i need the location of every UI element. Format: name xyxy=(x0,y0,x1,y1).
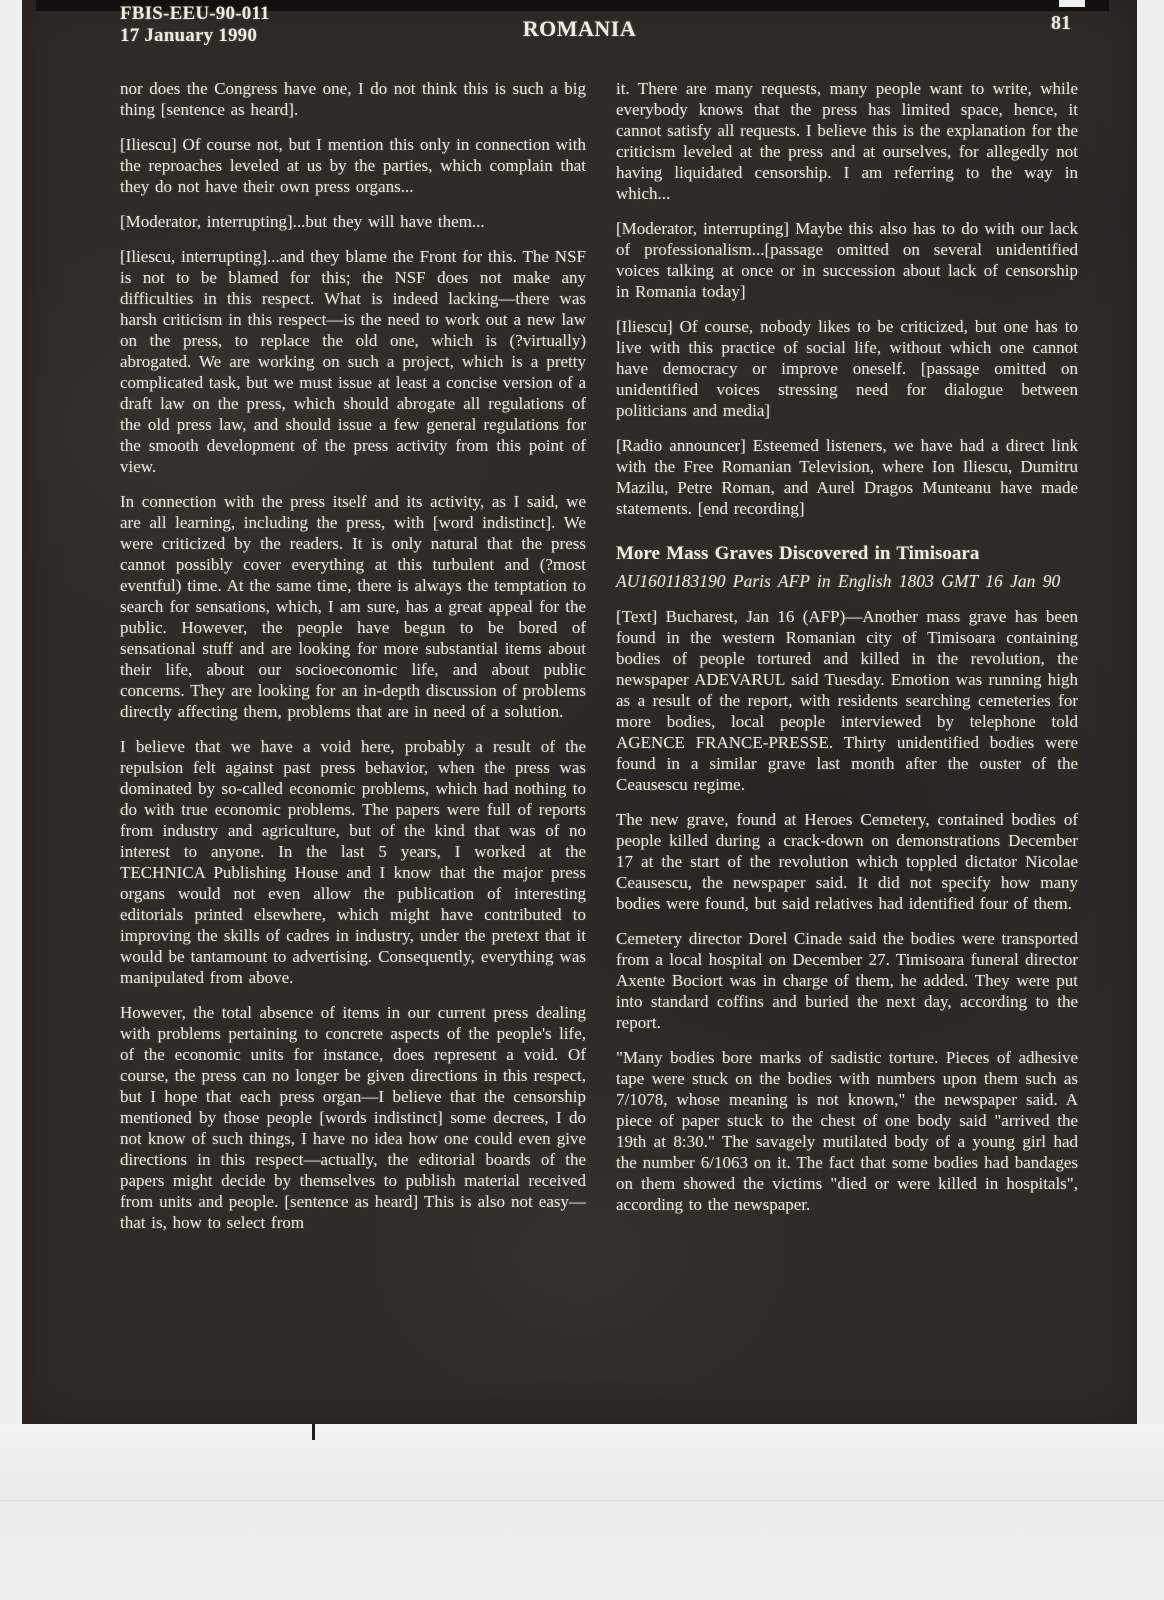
paragraph: [Iliescu, interrupting]...and they blame the Front for this. The NSF is not to be blamed for this; the NSF does not make any difficulties in this respect. What is indeed lacking—there was harsh criticism in this respect—is the need to work out a new law on the press, to replace the old one, which is (?virtually) abrogated. We are working on such a project, which is a pretty complicated task, but we must issue at least a concise version of a draft law on the press, which should abrogate all regulations of the old press law, and should issue a few general regulations for the smooth development of the press activity from this point of view. xyxy=(120,247,587,476)
doc-date: 17 January 1990 xyxy=(120,25,258,46)
paper-seam xyxy=(0,1500,1164,1501)
article-paragraph: Cemetery director Dorel Cinade said the bodies were transported from a local hospital on December 27. Timisoara funeral director Axente Bociort was in charge of them, he added. They were put into standard coffins and buried the next day, according to the report. xyxy=(616,929,1078,1032)
article-paragraph: "Many bodies bore marks of sadistic torture. Pieces of adhesive tape were stuck on the bodies with numbers upon them such as 7/1078, whose meaning is not known," the newspaper said. A piece of paper stuck to the chest of one body said "arrived the 19th at 8:30." The savagely mutilated body of a young girl had the number 6/1063 on it. The fact that some bodies had bandages on them showed the victims "died or were killed in hospitals", according to the newspaper. xyxy=(616,1048,1078,1214)
paragraph: it. There are many requests, many people want to write, while everybody knows that the press has limited space, hence, it cannot satisfy all requests. I believe this is the explanation for the criticism leveled at the press and at ourselves, for allegedly not having liquidated censorship. I am referring to the way in which... xyxy=(616,79,1078,203)
paragraph: [Moderator, interrupting] Maybe this also has to do with our lack of professionalism...[passage omitted on several unidentified voices talking at once or in succession about lack of censorship in Romania today] xyxy=(616,219,1078,301)
right-column xyxy=(616,78,1078,1229)
article-paragraph: [Text] Bucharest, Jan 16 (AFP)—Another mass grave has been found in the western Romanian city of Timisoara containing bodies of people tortured and killed in the revolution, the newspaper ADEVARUL said Tuesday. Emotion was running high as a result of the report, with residents searching cemeteries for more bodies, local people interviewed by telephone told AGENCE FRANCE-PRESSE. Thirty unidentified bodies were found in a similar grave last month after the ouster of the Ceausescu regime. xyxy=(616,607,1078,794)
paragraph: [Iliescu] Of course, nobody likes to be criticized, but one has to live with this practice of social life, without which one cannot have democracy or improve oneself. [passage omitted on unidentified voices stressing need for dialogue between politicians and media] xyxy=(616,317,1078,420)
paragraph: [Iliescu] Of course not, but I mention this only in connection with the reproaches leveled at us by the parties, which complain that they do not have their own press organs... xyxy=(120,135,586,196)
paragraph: I believe that we have a void here, probably a result of the repulsion felt against past press behavior, when the press was dominated by so-called economic problems, which had nothing to do with true economic problems. The papers were full of reports from industry and agriculture, but of the kind that was of no interest to anyone. In the last 5 years, I worked at the TECHNICA Publishing House and I know that the major press organs would not even allow the publication of interesting editorials printed elsewhere, which might have contributed to improving the skills of cadres in industry, under the pretext that it would be tantamount to advertising. Consequently, everything was manipulated from above. xyxy=(120,737,586,987)
left-column xyxy=(120,78,586,1247)
document-scan xyxy=(22,0,1137,1424)
paragraph: [Radio announcer] Esteemed listeners, we have had a direct link with the Free Romanian Television, where Ion Iliescu, Dumitru Mazilu, Petre Roman, and Aurel Dragos Munteanu have made statements. [end recording] xyxy=(616,436,1078,518)
tick-mark xyxy=(312,1424,315,1440)
paragraph: nor does the Congress have one, I do not think this is such a big thing [sentence as heard]. xyxy=(120,79,586,119)
scan-corner-notch xyxy=(1059,0,1085,7)
article-source-line: AU1601183190 Paris AFP in English 1803 GMT 16 Jan 90 xyxy=(616,571,1061,591)
page-number: 81 xyxy=(1051,12,1071,34)
section-title: ROMANIA xyxy=(522,16,637,41)
doc-id: FBIS-EEU-90-011 xyxy=(120,3,270,24)
paragraph: However, the total absence of items in our current press dealing with problems pertaining to concrete aspects of the people's life, of the economic units for instance, does represent a void. Of course, the press can no longer be given directions in this respect, but I hope that each press organ—I believe that the censorship mentioned by those people [words indistinct] some decrees, I do not know of such things, I have no idea how one could even give directions in this respect—actually, the editorial boards of the papers might decide by themselves to publish material received from units and people. [sentence as heard] This is also not easy—that is, how to select from xyxy=(120,1003,586,1232)
article-heading: More Mass Graves Discovered in Timisoara xyxy=(616,543,980,564)
article-paragraph: The new grave, found at Heroes Cemetery, contained bodies of people killed during a crack-down on demonstrations December 17 at the start of the revolution which toppled dictator Nicolae Ceausescu, the newspaper said. It did not specify how many bodies were found, but said relatives had identified four of them. xyxy=(616,810,1078,913)
paper-margin-bottom xyxy=(0,1424,1164,1600)
paragraph: [Moderator, interrupting]...but they will have them... xyxy=(120,212,485,231)
paragraph: In connection with the press itself and its activity, as I said, we are all learning, including the press, with [word indistinct]. We were criticized by the readers. It is only natural that the press cannot possibly cover everything at this turbulent and (?most eventful) time. At the same time, there is always the temptation to search for sensations, which, I am sure, has a great appeal for the public. However, the people have begun to be bored of sensational stuff and are looking for more substantial items about their life, about our socioeconomic life, and about public concerns. They are looking for an in-depth discussion of problems directly affecting them, problems that are in need of a solution. xyxy=(120,492,586,721)
